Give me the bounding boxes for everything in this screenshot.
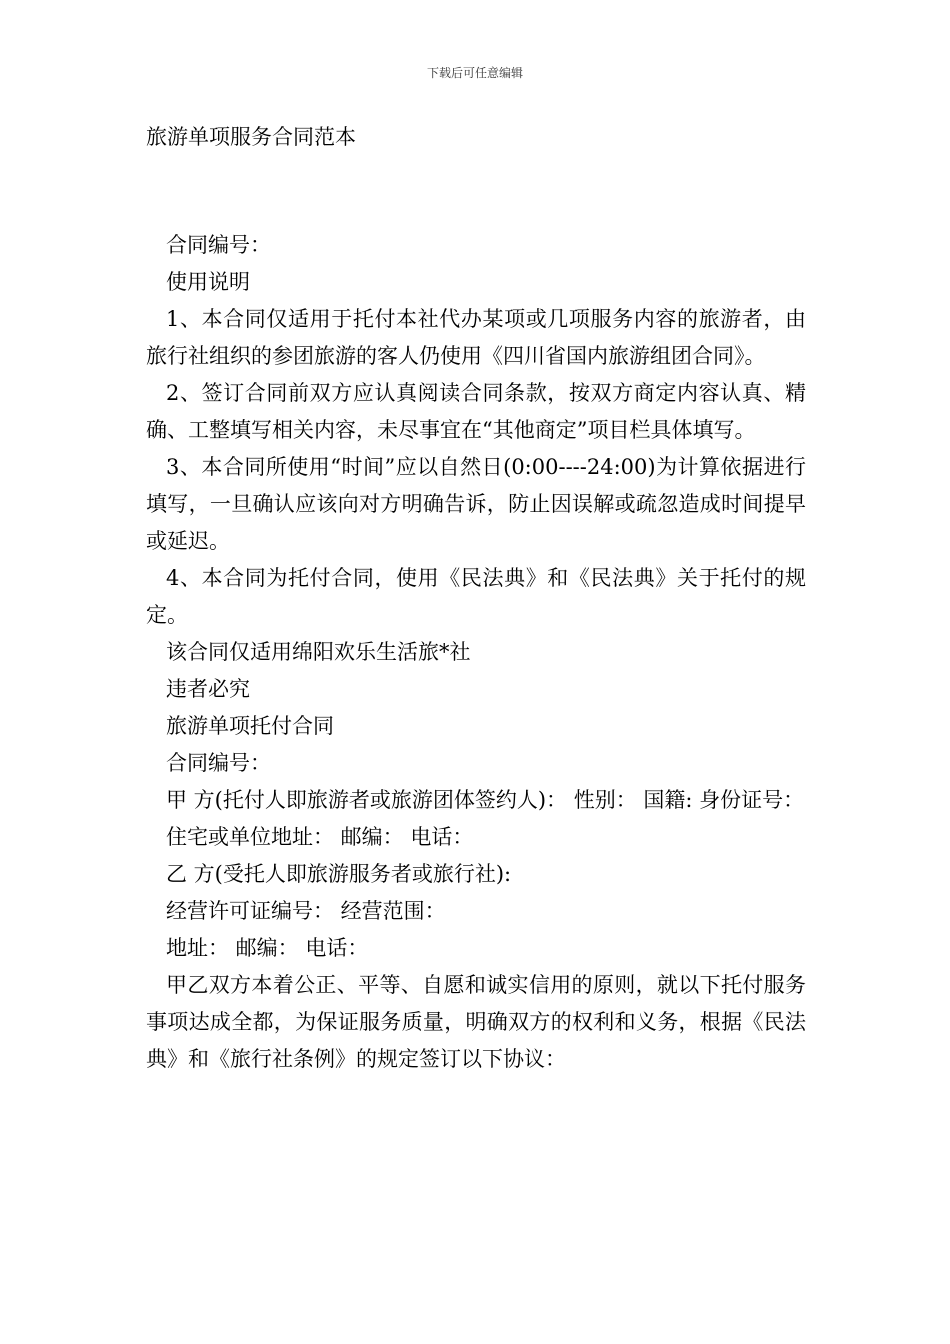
violation-note: 违者必究 [166, 677, 250, 701]
instruction-1: 1、本合同仅适用于托付本社代办某项或几项服务内容的旅游者，由旅行社组织的参团旅游的客人仍使用《四川省国内旅游组团合同》。 [146, 307, 806, 368]
document-title: 旅游单项服务合同范本 [146, 125, 356, 149]
party-a-address: 住宅或单位地址： 邮编： 电话： [166, 825, 474, 849]
party-b-info: 乙 方(受托人即旅游服务者或旅行社): [166, 862, 512, 886]
applicability-note: 该合同仅适用绵阳欢乐生活旅*社 [166, 640, 471, 664]
instruction-3: 3、本合同所使用“时间”应以自然日(0:00----24:00)为计算依据进行填写，一旦确认应该向对方明确告诉，防止因误解或疏忽造成时间提早或延迟。 [146, 455, 806, 553]
contract-number-label-2: 合同编号： [166, 751, 271, 775]
party-b-license: 经营许可证编号： 经营范围： [166, 899, 446, 923]
instruction-2: 2、签订合同前双方应认真阅读合同条款，按双方商定内容认真、精确、工整填写相关内容，未尽事宜在“其他商定”项目栏具体填写。 [146, 381, 806, 442]
agreement-preamble: 甲乙双方本着公正、平等、自愿和诚实信用的原则，就以下托付服务事项达成全都，为保证服务质量，明确双方的权利和义务，根据《民法典》和《旅行社条例》的规定签订以下协议： [146, 973, 806, 1071]
contract-number-label: 合同编号： [166, 233, 271, 257]
party-b-address: 地址： 邮编： 电话： [166, 936, 369, 960]
contract-subtitle: 旅游单项托付合同 [166, 714, 334, 738]
document-body [146, 227, 806, 1078]
party-a-info: 甲 方(托付人即旅游者或旅游团体签约人)： 性别： 国籍: 身份证号： [166, 788, 805, 812]
header-note: 下载后可任意编辑 [426, 66, 523, 80]
usage-instructions-heading: 使用说明 [166, 270, 250, 294]
instruction-4: 4、本合同为托付合同，使用《民法典》和《民法典》关于托付的规定。 [146, 566, 806, 627]
